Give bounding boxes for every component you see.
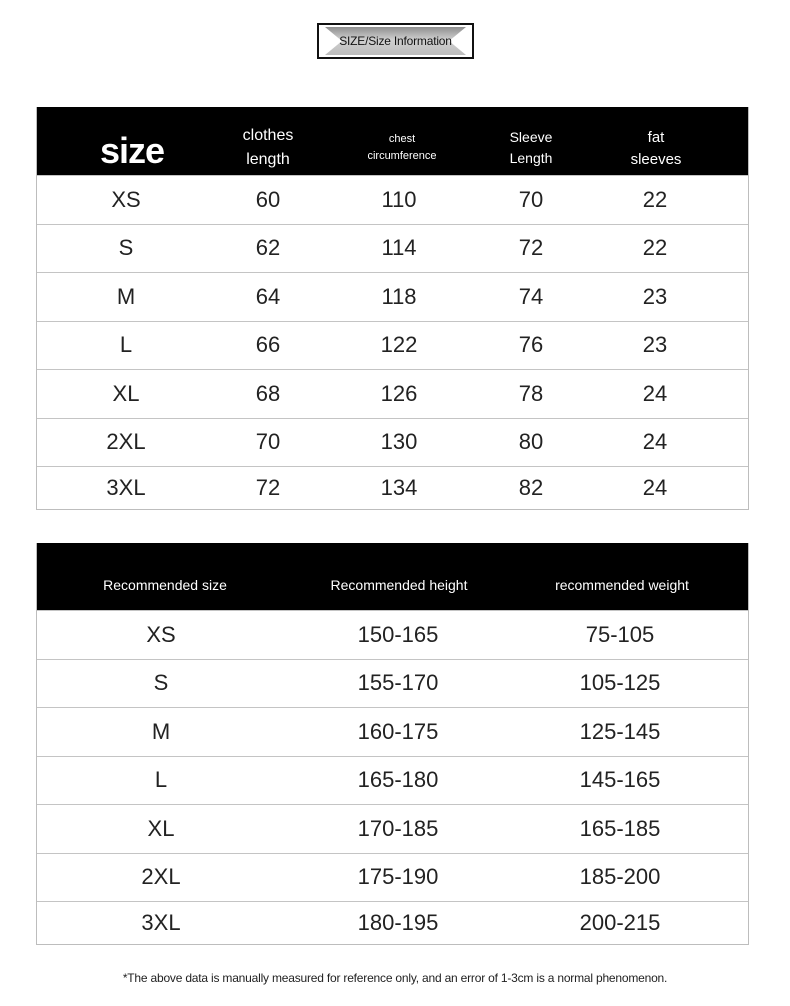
header-recommended-height: Recommended height bbox=[330, 577, 468, 593]
header-clothes-length-line2: length bbox=[246, 151, 290, 168]
cell-chest: 118 bbox=[381, 283, 417, 309]
cell-rec-height: 175-190 bbox=[357, 864, 439, 890]
header-chest-circumference bbox=[367, 131, 436, 165]
cell-fat-sleeves: 24 bbox=[642, 429, 668, 455]
table-row bbox=[37, 321, 748, 370]
cell-rec-weight: 75-105 bbox=[585, 621, 655, 647]
recommendation-header bbox=[37, 543, 748, 610]
cell-fat-sleeves: 23 bbox=[642, 283, 668, 309]
cell-fat-sleeves: 22 bbox=[642, 235, 668, 261]
cell-rec-height: 155-170 bbox=[357, 670, 439, 696]
cell-fat-sleeves: 24 bbox=[642, 475, 668, 500]
header-sleeve-length bbox=[510, 127, 553, 169]
table-row bbox=[37, 659, 748, 708]
table-row bbox=[37, 901, 748, 944]
cell-chest: 130 bbox=[380, 429, 418, 455]
cell-rec-weight: 125-145 bbox=[579, 718, 661, 744]
header-clothes-length-line1: clothes bbox=[242, 127, 294, 144]
header-chest-line2: circumference bbox=[367, 150, 437, 162]
header-sleeve-line1: Sleeve bbox=[509, 129, 553, 145]
cell-clothes-length: 62 bbox=[255, 235, 281, 261]
cell-rec-height: 150-165 bbox=[357, 621, 439, 647]
cell-clothes-length: 64 bbox=[255, 283, 281, 309]
table-row bbox=[37, 272, 748, 321]
cell-fat-sleeves: 24 bbox=[642, 380, 668, 406]
cell-rec-weight: 200-215 bbox=[579, 910, 661, 935]
cell-chest: 134 bbox=[380, 475, 418, 500]
cell-clothes-length: 68 bbox=[255, 380, 281, 406]
cell-sleeve: 70 bbox=[518, 186, 544, 212]
cell-chest: 122 bbox=[380, 332, 418, 358]
cell-size: S bbox=[118, 235, 134, 261]
cell-fat-sleeves: 22 bbox=[642, 186, 668, 212]
size-info-badge bbox=[317, 23, 474, 59]
header-fat-sleeves bbox=[631, 127, 682, 171]
cell-sleeve: 82 bbox=[518, 475, 544, 500]
table-row bbox=[37, 707, 748, 756]
cell-sleeve: 78 bbox=[518, 380, 544, 406]
recommendation-table bbox=[36, 543, 749, 945]
cell-chest: 114 bbox=[381, 235, 417, 261]
measurement-disclaimer: *The above data is manually measured for reference only, and an error of 1-3cm is a normal phenomenon. bbox=[122, 971, 668, 985]
cell-rec-weight: 105-125 bbox=[579, 670, 661, 696]
cell-rec-size: 3XL bbox=[141, 910, 181, 935]
badge-title: SIZE/Size Information bbox=[339, 34, 452, 48]
cell-sleeve: 74 bbox=[518, 283, 544, 309]
table-row bbox=[37, 610, 748, 659]
cell-rec-size: L bbox=[154, 767, 168, 793]
cell-rec-size: M bbox=[151, 718, 171, 744]
cell-size: 2XL bbox=[106, 429, 146, 455]
table-row bbox=[37, 224, 748, 273]
cell-fat-sleeves: 23 bbox=[642, 332, 668, 358]
cell-chest: 110 bbox=[381, 186, 417, 212]
cell-size: 3XL bbox=[106, 475, 146, 500]
cell-rec-weight: 145-165 bbox=[579, 767, 661, 793]
cell-rec-size: XS bbox=[146, 621, 176, 647]
cell-rec-height: 160-175 bbox=[357, 718, 439, 744]
header-recommended-size: Recommended size bbox=[103, 577, 227, 593]
cell-clothes-length: 72 bbox=[255, 475, 281, 500]
table-row bbox=[37, 853, 748, 902]
size-chart-table bbox=[36, 107, 749, 510]
size-chart-header bbox=[37, 107, 748, 175]
cell-rec-size: 2XL bbox=[141, 864, 181, 890]
cell-sleeve: 72 bbox=[518, 235, 544, 261]
table-row bbox=[37, 418, 748, 467]
cell-clothes-length: 60 bbox=[255, 186, 281, 212]
header-recommended-weight: recommended weight bbox=[555, 577, 689, 593]
cell-clothes-length: 70 bbox=[255, 429, 281, 455]
cell-sleeve: 76 bbox=[518, 332, 544, 358]
table-row bbox=[37, 175, 748, 224]
cell-size: XL bbox=[112, 380, 140, 406]
table-row bbox=[37, 466, 748, 509]
header-sleeve-line2: Length bbox=[509, 150, 553, 166]
table-row bbox=[37, 804, 748, 853]
cell-size: M bbox=[116, 283, 136, 309]
header-fat-line2: sleeves bbox=[630, 151, 682, 168]
header-chest-line1: chest bbox=[388, 133, 416, 145]
cell-size: XS bbox=[111, 186, 141, 212]
header-size: size bbox=[99, 130, 165, 171]
table-row bbox=[37, 756, 748, 805]
cell-rec-weight: 185-200 bbox=[579, 864, 661, 890]
cell-rec-size: XL bbox=[147, 815, 175, 841]
cell-clothes-length: 66 bbox=[255, 332, 281, 358]
header-clothes-length bbox=[243, 124, 294, 172]
cell-rec-height: 165-180 bbox=[357, 767, 439, 793]
cell-rec-height: 170-185 bbox=[357, 815, 439, 841]
cell-chest: 126 bbox=[380, 380, 418, 406]
header-fat-line1: fat bbox=[647, 129, 665, 146]
cell-size: L bbox=[119, 332, 133, 358]
cell-rec-weight: 165-185 bbox=[579, 815, 661, 841]
table-row bbox=[37, 369, 748, 418]
cell-sleeve: 80 bbox=[518, 429, 544, 455]
cell-rec-height: 180-195 bbox=[357, 910, 439, 935]
cell-rec-size: S bbox=[153, 670, 169, 696]
